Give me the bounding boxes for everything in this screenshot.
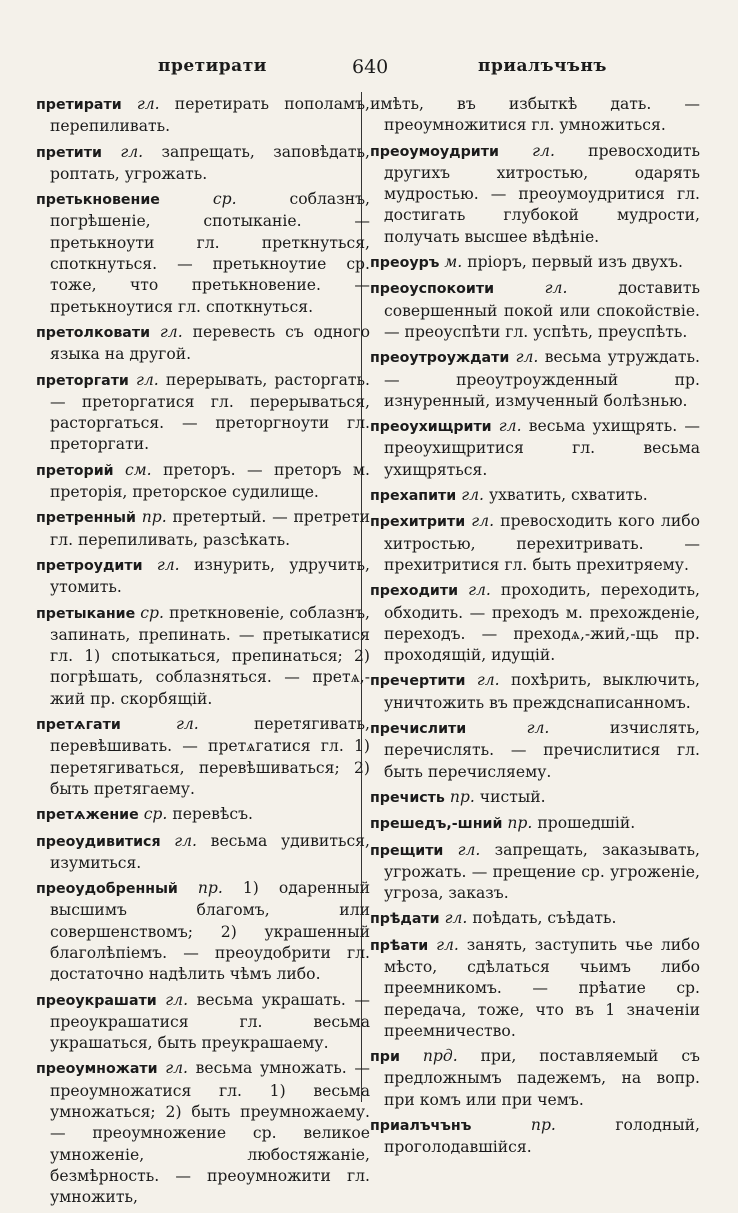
entry-headword: преоухищрити bbox=[370, 419, 492, 436]
dictionary-entry bbox=[370, 580, 700, 666]
entry-grammar-label: гл. bbox=[156, 555, 180, 574]
entry-definition: изнурить, удручить, утомить. bbox=[50, 555, 370, 597]
entry-headword: претолковати bbox=[36, 324, 151, 341]
entry-headword: прѣдати bbox=[370, 911, 440, 928]
right-column bbox=[370, 94, 700, 1163]
entry-definition: прошедшій. bbox=[537, 814, 636, 833]
dictionary-entry bbox=[36, 804, 370, 826]
page-number: 640 bbox=[352, 56, 389, 78]
entry-definition: весьма умножать. — преоумножатися гл. 1) весьма умножаться; 2) быть преумножаему. — преоумножение ср. великое умноженіе, любостяжаніе, безмѣрность. — преоумножити гл. умножить, bbox=[50, 1059, 370, 1207]
dictionary-entry bbox=[36, 714, 370, 800]
entry-definition: преторъ. — преторъ м. преторія, преторское судилище. bbox=[50, 460, 370, 502]
entry-grammar-label: прд. bbox=[422, 1047, 458, 1066]
entry-definition: ухватить, схватить. bbox=[488, 486, 648, 505]
entry-grammar-label: гл. bbox=[526, 719, 550, 738]
entry-grammar-label: гл. bbox=[476, 671, 500, 690]
entry-definition: перетирать пополамъ, перепиливать. bbox=[50, 95, 370, 136]
entry-grammar-label: гл. bbox=[165, 990, 189, 1009]
entry-grammar-label: гл. bbox=[174, 831, 198, 850]
entry-definition: имѣть, въ избыткѣ дать. — преоумножитися гл. умножиться. bbox=[370, 95, 700, 135]
entry-definition: превосходить другихъ хитростью, одарять мудростью. — преоумоудритися гл. достигать глубокой мудрости, получать высшее вѣдѣніе. bbox=[384, 141, 700, 246]
entry-definition: перевесть съ одного языка на другой. bbox=[50, 322, 370, 364]
entry-headword: претькновение bbox=[36, 192, 160, 209]
dictionary-entry bbox=[370, 416, 700, 481]
left-column bbox=[36, 94, 370, 1213]
entry-headword: преоуспокоити bbox=[370, 281, 495, 298]
entry-grammar-label: ср. bbox=[143, 805, 168, 824]
entry-definition: весьма ухищрять. — преоухищритися гл. весьма ухищряться. bbox=[384, 417, 700, 479]
entry-definition: доставить совершенный покой или спокойствіе. — преоуспѣти гл. успѣть, преуспѣть. bbox=[384, 279, 700, 341]
entry-definition: похѣрить, выключить, уничтожить въ преждснаписанномъ. bbox=[384, 671, 700, 712]
page-header bbox=[0, 56, 738, 86]
entry-grammar-label: гл. bbox=[471, 512, 495, 531]
entry-headword: преторий bbox=[36, 462, 114, 479]
entry-definition: чистый. bbox=[479, 787, 546, 806]
entry-definition: соблазнъ, погрѣшеніе, спотыканіе. — претькноути гл. преткнуться, споткнуться. — претькноутие ср. тоже, что претькновение. — претькноутися гл. споткнуться. bbox=[50, 190, 370, 316]
dictionary-entry bbox=[370, 1115, 700, 1159]
dictionary-entry bbox=[36, 990, 370, 1055]
entry-definition: перетягивать, перевѣшивать. — претѧгатися гл. 1) перетягиваться, перевѣшиваться; 2) быть претягаему. bbox=[50, 715, 370, 798]
entry-headword: преоумоудрити bbox=[370, 143, 499, 160]
dictionary-entry bbox=[36, 831, 370, 875]
dictionary-entry bbox=[36, 460, 370, 504]
entry-definition: претертый. — претрети гл. перепиливать, разсѣкать. bbox=[50, 508, 370, 549]
entry-grammar-label: гл. bbox=[532, 141, 555, 160]
dictionary-entry bbox=[36, 322, 370, 366]
entry-grammar-label: пр. bbox=[197, 879, 223, 898]
entry-grammar-label: м. bbox=[444, 253, 463, 272]
entry-definition: голодный, проголодавшійся. bbox=[384, 1116, 700, 1157]
entry-headword: пречисть bbox=[370, 789, 445, 806]
entry-headword: прѣати bbox=[370, 937, 429, 954]
entry-grammar-label: гл. bbox=[444, 909, 468, 928]
entry-definition: запрещать, заповѣдать, роптать, угрожать. bbox=[50, 142, 370, 183]
entry-headword: преторгати bbox=[36, 372, 129, 389]
entry-grammar-label: гл. bbox=[175, 715, 199, 734]
entry-definition: преткновеніе, соблазнъ, запинать, препинать. — претыкатися гл. 1) спотыкаться, препинаться; 2) погрѣшать, соблазняться. — претѧ,-жий пр. скорбящій. bbox=[50, 603, 370, 708]
entry-headword: претыкание bbox=[36, 605, 136, 622]
entry-definition: перевѣсъ. bbox=[172, 805, 253, 824]
entry-definition: перерывать, расторгать. — преторгатися гл. перерываться, расторгаться. — преторгноути гл. преторгати. bbox=[50, 370, 370, 454]
entry-definition: проходить, переходить, обходить. — преходъ м. прехожденіе, переходъ. — преходѧ,-жий,-щь пр. проходящій, идущій. bbox=[384, 581, 700, 665]
entry-grammar-label: гл. bbox=[136, 370, 159, 389]
entry-headword: претроудити bbox=[36, 557, 143, 574]
entry-grammar-label: гл. bbox=[120, 142, 144, 161]
dictionary-entry bbox=[36, 189, 370, 318]
entry-grammar-label: ср. bbox=[212, 190, 237, 209]
dictionary-entry bbox=[370, 670, 700, 714]
entry-grammar-label: гл. bbox=[461, 486, 484, 505]
entry-definition: при, поставляемый съ предложнымъ падежемъ, на вопр. при комъ или при чемъ. bbox=[384, 1047, 700, 1109]
entry-headword: претити bbox=[36, 144, 102, 161]
dictionary-entry bbox=[36, 555, 370, 599]
dictionary-entry bbox=[370, 278, 700, 343]
header-right-word: приалъчънъ bbox=[478, 56, 607, 76]
entry-headword: при bbox=[370, 1049, 400, 1066]
dictionary-entry bbox=[370, 1046, 700, 1111]
entry-headword: прешедъ,-шний bbox=[370, 816, 503, 833]
entry-definition: запрещать, заказывать, угрожать. — прещение ср. угроженіе, угроза, заказъ. bbox=[384, 840, 700, 903]
entry-headword: преоутроуждати bbox=[370, 350, 510, 367]
entry-headword: пречертити bbox=[370, 673, 466, 690]
dictionary-entry bbox=[370, 813, 700, 835]
entry-definition: пріоръ, первый изъ двухъ. bbox=[467, 253, 683, 272]
entry-definition: весьма удивиться, изумиться. bbox=[50, 831, 370, 872]
entry-headword: прещити bbox=[370, 842, 444, 859]
entry-definition: весьма украшать. — преоукрашатися гл. весьма украшаться, быть преукрашаему. bbox=[50, 990, 370, 1053]
entry-definition: изчислять, перечислять. — пречислитися гл. быть перечисляему. bbox=[384, 719, 700, 781]
entry-grammar-label: пр. bbox=[141, 508, 167, 527]
dictionary-entry bbox=[370, 840, 700, 905]
dictionary-entry bbox=[36, 1058, 370, 1208]
entry-headword: претѧжение bbox=[36, 807, 139, 824]
entry-grammar-label: гл. bbox=[544, 279, 568, 298]
entry-grammar-label: гл. bbox=[515, 348, 539, 367]
entry-headword: пречислити bbox=[370, 721, 467, 738]
dictionary-entry bbox=[370, 935, 700, 1042]
entry-headword: претѧгати bbox=[36, 717, 121, 734]
entry-grammar-label: гл. bbox=[468, 581, 491, 600]
dictionary-entry bbox=[370, 485, 700, 507]
entry-grammar-label: гл. bbox=[436, 935, 459, 954]
dictionary-entry bbox=[370, 511, 700, 576]
entry-grammar-label: пр. bbox=[449, 787, 475, 806]
entry-headword: преоуръ bbox=[370, 255, 440, 272]
dictionary-entry bbox=[36, 370, 370, 456]
entry-headword: прехапити bbox=[370, 488, 457, 505]
entry-grammar-label: см. bbox=[125, 460, 152, 479]
header-left-word: претирати bbox=[158, 56, 267, 76]
entry-definition: весьма утруждать. — преоутроужденный пр. изнуренный, измученный болѣзнью. bbox=[384, 348, 700, 410]
entry-definition: превосходить кого либо хитростью, перехитривать. — прехитритися гл. быть прехитряему. bbox=[384, 512, 700, 574]
dictionary-entry bbox=[36, 878, 370, 985]
entry-headword: приалъчънъ bbox=[370, 1118, 472, 1135]
entry-definition: занять, заступить чье либо мѣсто, сдѣлаться чьимъ либо преемникомъ. — прѣатие ср. передача, тоже, что въ 1 значеніи преемничество. bbox=[384, 935, 700, 1040]
entry-grammar-label: гл. bbox=[165, 1059, 188, 1078]
entry-grammar-label: гл. bbox=[498, 417, 522, 436]
entry-grammar-label: гл. bbox=[457, 840, 481, 859]
dictionary-entry bbox=[36, 507, 370, 551]
dictionary-entry bbox=[370, 718, 700, 783]
dictionary-entry bbox=[370, 252, 700, 274]
entry-headword: претренный bbox=[36, 510, 136, 527]
entry-grammar-label: гл. bbox=[159, 322, 183, 341]
entry-headword: преоумножати bbox=[36, 1061, 158, 1078]
entry-headword: преходити bbox=[370, 583, 459, 600]
entry-headword: претирати bbox=[36, 97, 122, 113]
entry-headword: преоудобренный bbox=[36, 881, 178, 898]
dictionary-entry bbox=[36, 142, 370, 186]
dictionary-entry bbox=[370, 787, 700, 809]
entry-grammar-label: пр. bbox=[530, 1116, 556, 1135]
dictionary-entry bbox=[370, 141, 700, 248]
entry-grammar-label: пр. bbox=[507, 814, 533, 833]
dictionary-entry bbox=[370, 94, 700, 137]
entry-headword: прехитрити bbox=[370, 514, 466, 531]
dictionary-entry bbox=[370, 347, 700, 412]
dictionary-entry bbox=[370, 908, 700, 930]
dictionary-entry bbox=[36, 603, 370, 710]
entry-grammar-label: гл. bbox=[136, 95, 160, 113]
entry-headword: преоукрашати bbox=[36, 992, 157, 1009]
dictionary-entry bbox=[36, 94, 370, 138]
entry-grammar-label: ср. bbox=[140, 603, 164, 622]
entry-definition: поѣдать, съѣдать. bbox=[472, 909, 617, 928]
entry-definition: 1) одаренный высшимъ благомъ, или совершенствомъ; 2) украшенный благолѣпіемъ. — преоудобрити гл. достаточно надѣлить чѣмъ либо. bbox=[50, 879, 370, 984]
entry-headword: преоудивитися bbox=[36, 833, 161, 850]
